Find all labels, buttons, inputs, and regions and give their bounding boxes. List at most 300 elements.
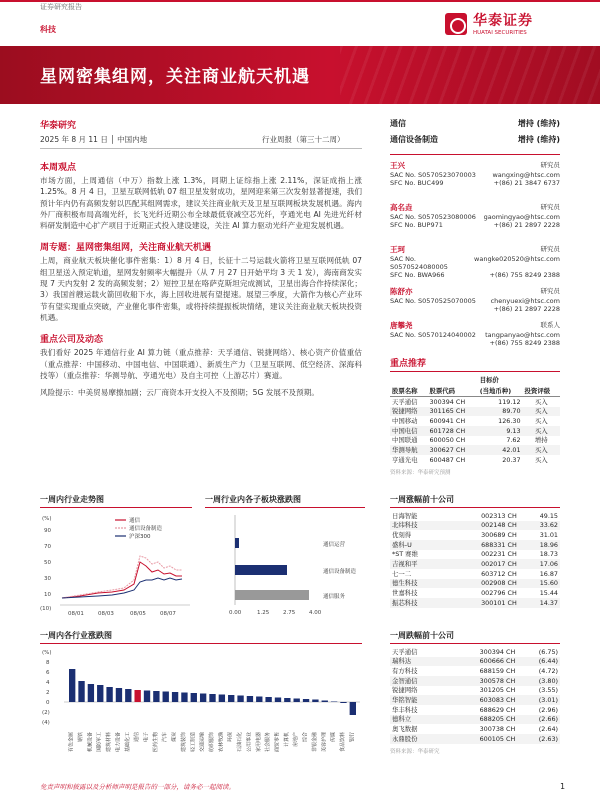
stock-name: 中国电信 bbox=[390, 426, 427, 436]
ratings-block bbox=[390, 118, 560, 155]
change-pct: 49.15 bbox=[539, 511, 558, 520]
stock-code: 601728 CH bbox=[427, 426, 477, 436]
stock-name: 华丰科技 bbox=[392, 705, 418, 714]
blank-header bbox=[523, 374, 560, 385]
trend-chart-block bbox=[40, 494, 192, 622]
industry-label: 基础化工 bbox=[124, 732, 131, 753]
industry-label: 通信 bbox=[134, 732, 141, 743]
analyst-sfc: SFC No. BUP971 bbox=[390, 221, 443, 229]
legend-label: 沪深300 bbox=[129, 534, 151, 540]
change-pct: 14.37 bbox=[519, 598, 560, 608]
target-price: 126.30 bbox=[498, 417, 521, 426]
table-row bbox=[390, 666, 560, 676]
analyst-phone: +(86) 21 2897 2228 bbox=[493, 221, 560, 229]
stock-name: 德生科技 bbox=[390, 579, 445, 589]
stock-code: 603083 CH bbox=[444, 695, 517, 705]
col-name: 股票名称 bbox=[390, 385, 427, 397]
report-kind: 行业周报（第三十二周） bbox=[262, 135, 345, 144]
industry-label: 计算机 bbox=[283, 732, 290, 748]
industry-label: 有色金属 bbox=[68, 732, 75, 753]
industry-label: 银行 bbox=[349, 732, 356, 743]
table-row bbox=[390, 426, 560, 436]
weekly-heading: 本周观点 bbox=[40, 163, 77, 173]
industry-bar bbox=[265, 697, 271, 702]
table-row bbox=[390, 598, 560, 608]
change-pct: 18.96 bbox=[519, 540, 560, 550]
stock-name: 盛科-U bbox=[390, 540, 445, 550]
target-price: 20.37 bbox=[502, 455, 521, 464]
stock-code: 600487 CH bbox=[429, 455, 466, 464]
y-tick: 50 bbox=[44, 560, 51, 566]
stock-code: 600050 CH bbox=[429, 436, 466, 445]
industry-label: 钢铁 bbox=[78, 732, 85, 743]
stock-name: 瑞科达 bbox=[390, 657, 444, 667]
change-pct: (2.63) bbox=[517, 734, 560, 744]
y-tick: (%) bbox=[42, 516, 52, 522]
col-rating: 投资评级 bbox=[523, 385, 560, 397]
x-tick: 08/03 bbox=[98, 611, 114, 617]
analyst-email[interactable]: gaomingyao@htsc.com bbox=[483, 213, 560, 221]
analyst-sac: SAC No. S0570525070005 bbox=[390, 297, 476, 305]
stock-name: 锐捷网络 bbox=[392, 686, 418, 695]
industry-bar bbox=[209, 694, 215, 702]
y-tick: (10) bbox=[40, 606, 52, 612]
industry-label: 建筑装饰 bbox=[180, 732, 187, 753]
bar-label: 通信运营 bbox=[323, 542, 346, 548]
trend-legend bbox=[115, 516, 163, 540]
industry-bar bbox=[312, 700, 318, 703]
industry-label: 食品饮料 bbox=[339, 732, 346, 753]
gainers-table bbox=[390, 511, 560, 608]
industry-bar bbox=[294, 699, 300, 703]
industry-label: 纺织服饰 bbox=[209, 732, 215, 753]
stock-name: 永鼎股份 bbox=[390, 734, 444, 744]
industry-bar bbox=[88, 684, 94, 702]
y-tick: 10 bbox=[44, 592, 51, 598]
change-pct: 18.73 bbox=[539, 550, 558, 559]
target-price: 42.01 bbox=[478, 445, 523, 455]
analyst-email[interactable]: wangke020520@htsc.com bbox=[474, 255, 560, 263]
stock-name: 天孚通信 bbox=[392, 647, 418, 656]
analyst-role: 研究员 bbox=[540, 161, 560, 169]
stock-name: 北纬科技 bbox=[390, 521, 445, 531]
main-text bbox=[40, 160, 362, 398]
table-row bbox=[390, 540, 560, 550]
change-pct: (2.64) bbox=[538, 725, 558, 734]
stock-code: 002231 CH bbox=[481, 550, 517, 559]
change-pct: 33.62 bbox=[519, 521, 560, 531]
top-rule bbox=[0, 0, 600, 2]
industry-label: 石油石化 bbox=[237, 732, 244, 753]
logo-text: 华泰证券 bbox=[473, 13, 533, 29]
change-pct: (3.55) bbox=[538, 686, 558, 695]
stock-name: 吉视和平 bbox=[390, 559, 445, 569]
bar-service bbox=[235, 590, 309, 600]
stock-code: 300738 CH bbox=[479, 725, 516, 734]
series-line-equipment bbox=[62, 556, 182, 598]
y-tick: 8 bbox=[46, 660, 50, 666]
analyst-sac: SAC No. S0570523070003 bbox=[390, 171, 476, 179]
losers-rule bbox=[390, 643, 560, 644]
stock-code: 301165 CH bbox=[427, 407, 477, 417]
analyst-role: 研究员 bbox=[540, 245, 560, 253]
industry-label: 机械设备 bbox=[87, 732, 94, 753]
stock-name: 华铭智能 bbox=[390, 695, 444, 705]
table-row bbox=[390, 521, 560, 531]
analyst-list bbox=[390, 160, 560, 354]
risk-paragraph: 风险提示：中美贸易摩擦加剧；云厂商资本开支投入不及预期；5G 发展不及预期。 bbox=[40, 388, 319, 398]
stock-name: 优刻得 bbox=[392, 531, 412, 540]
stock-name: 世嘉科技 bbox=[392, 589, 418, 598]
x-tick: 08/05 bbox=[130, 611, 146, 617]
table-row bbox=[390, 657, 560, 667]
table-row bbox=[390, 579, 560, 589]
y-tick: (%) bbox=[42, 650, 52, 656]
sub-chart-block bbox=[205, 494, 365, 622]
stock-code: 300394 CH bbox=[429, 397, 466, 406]
stock-name: 亨通光电 bbox=[392, 455, 418, 464]
table-row bbox=[390, 676, 560, 686]
meta-divider bbox=[40, 148, 362, 149]
change-pct: 31.01 bbox=[539, 531, 558, 540]
industry-label: 交通运输 bbox=[199, 732, 206, 753]
industry-label: 非银金融 bbox=[311, 732, 318, 753]
y-tick: 6 bbox=[46, 670, 50, 676]
industry-chart bbox=[40, 646, 362, 776]
target-price: 89.70 bbox=[478, 407, 523, 417]
industry-bar bbox=[172, 692, 178, 702]
analyst-phone: +(86) 755 8249 2388 bbox=[489, 271, 560, 279]
x-tick: 08/01 bbox=[68, 611, 84, 617]
y-tick: 70 bbox=[44, 544, 51, 550]
industry-bar bbox=[340, 702, 346, 703]
change-pct: (4.72) bbox=[538, 667, 558, 676]
industry-bar bbox=[97, 685, 103, 702]
analyst-role: 联系人 bbox=[540, 321, 560, 329]
industry-bar bbox=[256, 697, 262, 703]
industry-label: 汽车 bbox=[162, 732, 169, 743]
rating-sector: 通信 bbox=[390, 119, 406, 128]
rating-value: 增持 (维持) bbox=[517, 135, 560, 144]
industry-bar bbox=[116, 688, 122, 702]
stock-name: 德科立 bbox=[390, 715, 444, 725]
col-target-top: 目标价 bbox=[479, 376, 499, 384]
industry-bar bbox=[144, 691, 150, 703]
rating: 增持 bbox=[534, 436, 548, 445]
legend-label: 通信 bbox=[129, 518, 141, 524]
sub-chart-rule bbox=[205, 507, 365, 508]
table-row bbox=[390, 511, 560, 521]
analyst-role: 研究员 bbox=[540, 203, 560, 211]
industry-bar bbox=[200, 694, 206, 703]
stock-code: 300627 CH bbox=[427, 445, 477, 455]
industry-bar bbox=[69, 669, 75, 702]
industry-label: 综合 bbox=[302, 732, 309, 743]
sub-chart-title: 一周行业内各子板块涨跌图 bbox=[205, 495, 301, 504]
category-label: 科技 bbox=[40, 25, 56, 34]
industry-label: 建筑材料 bbox=[106, 732, 113, 753]
blank-header bbox=[390, 374, 427, 385]
x-tick: 2.75 bbox=[283, 610, 296, 616]
stock-name: 锐捷网络 bbox=[390, 407, 427, 417]
stock-code: 002017 CH bbox=[445, 559, 518, 569]
stock-code: 301205 CH bbox=[479, 686, 516, 695]
stock-code: 300394 CH bbox=[479, 647, 516, 656]
industry-label: 商贸零售 bbox=[274, 732, 281, 753]
focus-heading: 重点公司及动态 bbox=[40, 335, 104, 346]
industry-bar bbox=[219, 695, 225, 703]
losers-title: 一周跌幅前十公司 bbox=[390, 631, 454, 640]
industry-label: 农林牧渔 bbox=[218, 732, 225, 753]
industry-label: 家用电器 bbox=[255, 732, 262, 753]
y-tick: 0 bbox=[46, 700, 50, 706]
industry-bar bbox=[191, 693, 197, 702]
rating: 买入 bbox=[534, 417, 548, 426]
industry-bar bbox=[134, 690, 140, 702]
industry-bar bbox=[247, 696, 253, 702]
target-price: 7.62 bbox=[506, 436, 521, 445]
trend-chart bbox=[40, 510, 192, 620]
analyst-card bbox=[390, 202, 560, 244]
change-pct: (3.01) bbox=[517, 695, 560, 705]
analyst-phone: +(86) 21 3847 6737 bbox=[493, 179, 560, 187]
table-row bbox=[390, 588, 560, 598]
table-row bbox=[390, 734, 560, 744]
logo-mark-icon bbox=[445, 13, 467, 35]
analyst-card bbox=[390, 160, 560, 202]
analyst-sfc: SFC No. BUC499 bbox=[390, 179, 444, 187]
stock-name: 天孚通信 bbox=[392, 397, 418, 406]
rating-row bbox=[390, 118, 560, 134]
analyst-sac: SAC No. S0570523080006 bbox=[390, 213, 476, 221]
industry-bar bbox=[181, 693, 187, 703]
key-recs-title: 重点推荐 bbox=[390, 356, 560, 372]
stock-name: 金智通信 bbox=[390, 676, 444, 686]
org-name: 华泰研究 bbox=[40, 121, 77, 131]
stock-code: 600941 CH bbox=[429, 417, 466, 426]
topic-heading: 周专题：星网密集组网，关注商业航天机遇 bbox=[40, 243, 212, 254]
analyst-name: 王兴 bbox=[390, 161, 405, 170]
blank-header bbox=[427, 374, 477, 385]
industry-label: 公用事业 bbox=[246, 732, 253, 753]
x-tick: 0.00 bbox=[229, 610, 242, 616]
losers-table bbox=[390, 647, 560, 744]
table-row bbox=[390, 647, 560, 657]
change-pct: (6.75) bbox=[538, 647, 558, 656]
industry-label: 医药生物 bbox=[152, 732, 159, 753]
y-tick: 30 bbox=[44, 576, 51, 582]
table-row bbox=[390, 445, 560, 455]
table-row bbox=[390, 397, 560, 407]
industry-label: 电力设备 bbox=[115, 732, 122, 753]
y-tick: (4) bbox=[42, 720, 50, 726]
change-pct: (2.96) bbox=[538, 705, 558, 714]
analyst-card bbox=[390, 244, 560, 286]
analyst-email[interactable]: tangpanyao@htsc.com bbox=[485, 331, 560, 339]
analyst-card bbox=[390, 286, 560, 320]
industry-bar bbox=[275, 698, 281, 703]
table-row bbox=[390, 715, 560, 725]
stock-name: 中国移动 bbox=[392, 417, 418, 426]
rating: 买入 bbox=[523, 445, 560, 455]
analyst-name: 唐攀尧 bbox=[390, 321, 413, 330]
analyst-sac: SAC No. S0570524080005 bbox=[390, 255, 448, 271]
industry-bar bbox=[322, 701, 328, 703]
bar-equipment bbox=[235, 565, 287, 575]
date-location: 2025 年 8 月 11 日 │ 中国内地 bbox=[40, 135, 148, 144]
table-row bbox=[390, 686, 560, 696]
analyst-sac: SAC No. S0570124040002 bbox=[390, 331, 476, 339]
industry-bar bbox=[78, 681, 84, 702]
logo-subtext: HUATAI SECURITIES bbox=[473, 30, 527, 36]
sub-chart bbox=[205, 510, 365, 620]
analyst-name: 高名垚 bbox=[390, 203, 413, 212]
change-pct: (6.44) bbox=[517, 657, 560, 667]
industry-bar bbox=[163, 692, 169, 703]
y-tick: (2) bbox=[42, 710, 50, 716]
banner-decoration bbox=[340, 46, 600, 104]
y-tick: 90 bbox=[44, 528, 51, 534]
industry-bar bbox=[331, 702, 337, 703]
gainers-title: 一周涨幅前十公司 bbox=[390, 495, 454, 504]
stock-code: 300689 CH bbox=[481, 531, 517, 540]
key-recs-source: 资料来源：华泰研究预测 bbox=[390, 469, 451, 476]
change-pct: 17.06 bbox=[519, 559, 560, 569]
rating-sector: 通信设备制造 bbox=[390, 135, 438, 144]
key-recs bbox=[390, 356, 560, 476]
logo bbox=[445, 10, 565, 42]
rating: 买入 bbox=[534, 397, 548, 406]
stock-code: 688159 CH bbox=[479, 667, 516, 676]
trend-chart-rule bbox=[40, 507, 192, 508]
x-tick: 08/07 bbox=[160, 611, 176, 617]
change-pct: (3.80) bbox=[517, 676, 560, 686]
stock-code: 300578 CH bbox=[444, 676, 517, 686]
analyst-phone: +(86) 21 2897 2228 bbox=[493, 305, 560, 313]
industry-bar bbox=[106, 687, 112, 702]
report-type: 证券研究报告 bbox=[40, 3, 82, 11]
stock-name: 奥飞数据 bbox=[392, 725, 418, 734]
x-tick: 1.25 bbox=[257, 610, 270, 616]
stock-code: 002796 CH bbox=[481, 589, 517, 598]
industry-label: 环保 bbox=[227, 732, 234, 743]
rating: 买入 bbox=[534, 455, 548, 464]
stock-name: *ST 赛维 bbox=[392, 550, 418, 559]
change-pct: 16.87 bbox=[539, 569, 558, 578]
change-pct: (2.66) bbox=[517, 715, 560, 725]
bar-label: 通信设备制造 bbox=[323, 569, 357, 575]
table-row bbox=[390, 416, 560, 426]
industry-bar bbox=[228, 695, 234, 702]
table-row bbox=[390, 455, 560, 465]
industry-label: 煤炭 bbox=[171, 732, 178, 743]
industry-bar bbox=[237, 696, 243, 703]
y-tick: 4 bbox=[46, 680, 50, 686]
table-row bbox=[390, 550, 560, 560]
industry-label: 轻工制造 bbox=[190, 732, 197, 753]
table-row bbox=[390, 569, 560, 579]
industry-label: 社会服务 bbox=[265, 732, 272, 753]
table-row bbox=[390, 559, 560, 569]
title-banner bbox=[0, 46, 600, 104]
change-pct: 15.44 bbox=[539, 589, 558, 598]
industry-bar bbox=[125, 689, 131, 702]
stock-code: 600105 CH bbox=[444, 734, 517, 744]
analyst-email[interactable]: chenyuexi@htsc.com bbox=[490, 297, 560, 305]
stock-code: 002148 CH bbox=[445, 521, 518, 531]
industry-chart-title: 一周内各行业涨跌图 bbox=[40, 631, 112, 640]
stock-code: 002908 CH bbox=[445, 579, 518, 589]
table-row bbox=[390, 436, 560, 446]
stock-code: 300101 CH bbox=[445, 598, 518, 608]
legend-label: 通信设备制造 bbox=[129, 526, 163, 532]
analyst-role: 研究员 bbox=[540, 287, 560, 295]
table-row bbox=[390, 705, 560, 715]
industry-bar bbox=[350, 702, 356, 715]
industry-chart-rule bbox=[40, 643, 362, 644]
rating: 买入 bbox=[523, 407, 560, 417]
losers-block bbox=[390, 630, 560, 755]
table-row bbox=[390, 530, 560, 540]
footer-disclaimer: 免责声明和披露以及分析师声明是报告的一部分，请务必一起阅读。 bbox=[40, 783, 235, 791]
analyst-email[interactable]: wangxing@htsc.com bbox=[492, 171, 560, 179]
target-price: 9.13 bbox=[478, 426, 523, 436]
table-row bbox=[390, 724, 560, 734]
weekly-paragraph: 市场方面，上周通信（中万）指数上涨 1.3%，同期上证综指上涨 2.11%，深证成指上涨 1.25%。8 月 4 日，卫星互联网低轨 07 组卫星发射成功，星网迎来第三次发射显著提速，我们预计年内仍有高频发射以匹配其组网需求，建议关注商业航天及卫星互联网板块发展机遇。海内外厂商积极布局高端光纤，长飞光纤近期公布全球最低衰减空芯光纤，亨通光电 AI 先进光纤材料研发制造中心扩产项目于近期正式投入建设建设，关注 AI 算力驱动光纤产业迎发展机遇。 bbox=[40, 176, 362, 231]
focus-paragraph: 我们看好 2025 年通信行业 AI 算力链（重点推荐：天孚通信、锐捷网络）、核心资产价值重估（重点推荐：中国移动、中国电信、中国联通）、新质生产力（卫星互联网、低空经济、深海科技等）（重点推荐：华测导航、亨通光电）及自主可控（上游芯片）赛道。 bbox=[40, 348, 362, 380]
change-pct: 15.60 bbox=[519, 579, 560, 589]
industry-bar bbox=[303, 699, 309, 702]
industry-bar bbox=[153, 691, 159, 702]
industry-chart-block bbox=[40, 630, 362, 778]
trend-chart-title: 一周内行业走势图 bbox=[40, 495, 104, 504]
page-number: 1 bbox=[560, 782, 566, 791]
stock-name: 日海智能 bbox=[392, 511, 418, 520]
analyst-name: 陈舒亦 bbox=[390, 287, 413, 296]
key-recs-table bbox=[390, 374, 560, 465]
stock-code: 600666 CH bbox=[444, 657, 517, 667]
stock-code: 002313 CH bbox=[481, 511, 517, 520]
analyst-name: 王珂 bbox=[390, 245, 405, 254]
stock-name: 中国联通 bbox=[392, 436, 418, 445]
losers-source: 资料来源：华泰研究 bbox=[390, 748, 440, 755]
col-code: 股票代码 bbox=[427, 385, 477, 397]
x-tick: 4.00 bbox=[309, 610, 322, 616]
gainers-block bbox=[390, 494, 560, 608]
stock-name: 七一二 bbox=[392, 569, 412, 578]
analyst-sfc: SFC No. BWA966 bbox=[390, 271, 445, 279]
bar-label: 通信服务 bbox=[323, 594, 346, 600]
industry-label: 传媒 bbox=[330, 732, 337, 743]
industry-label: 美容护理 bbox=[321, 732, 328, 753]
industry-bars bbox=[68, 669, 356, 752]
rating: 买入 bbox=[523, 426, 560, 436]
rating-row bbox=[390, 134, 560, 150]
industry-bar bbox=[284, 698, 290, 702]
bar-operator bbox=[235, 538, 239, 548]
industry-label: 房地产 bbox=[293, 732, 300, 748]
page-title: 星网密集组网，关注商业航天机遇 bbox=[40, 67, 310, 87]
industry-label: 电子 bbox=[143, 732, 150, 743]
table-row bbox=[390, 407, 560, 417]
ratings-divider bbox=[390, 154, 560, 155]
col-target: (当地币种) bbox=[478, 385, 523, 397]
stock-name: 有方科技 bbox=[392, 667, 418, 676]
analyst-card bbox=[390, 320, 560, 354]
target-price: 119.12 bbox=[498, 397, 521, 406]
stock-name: 华测导航 bbox=[390, 445, 427, 455]
stock-code: 688331 CH bbox=[445, 540, 518, 550]
